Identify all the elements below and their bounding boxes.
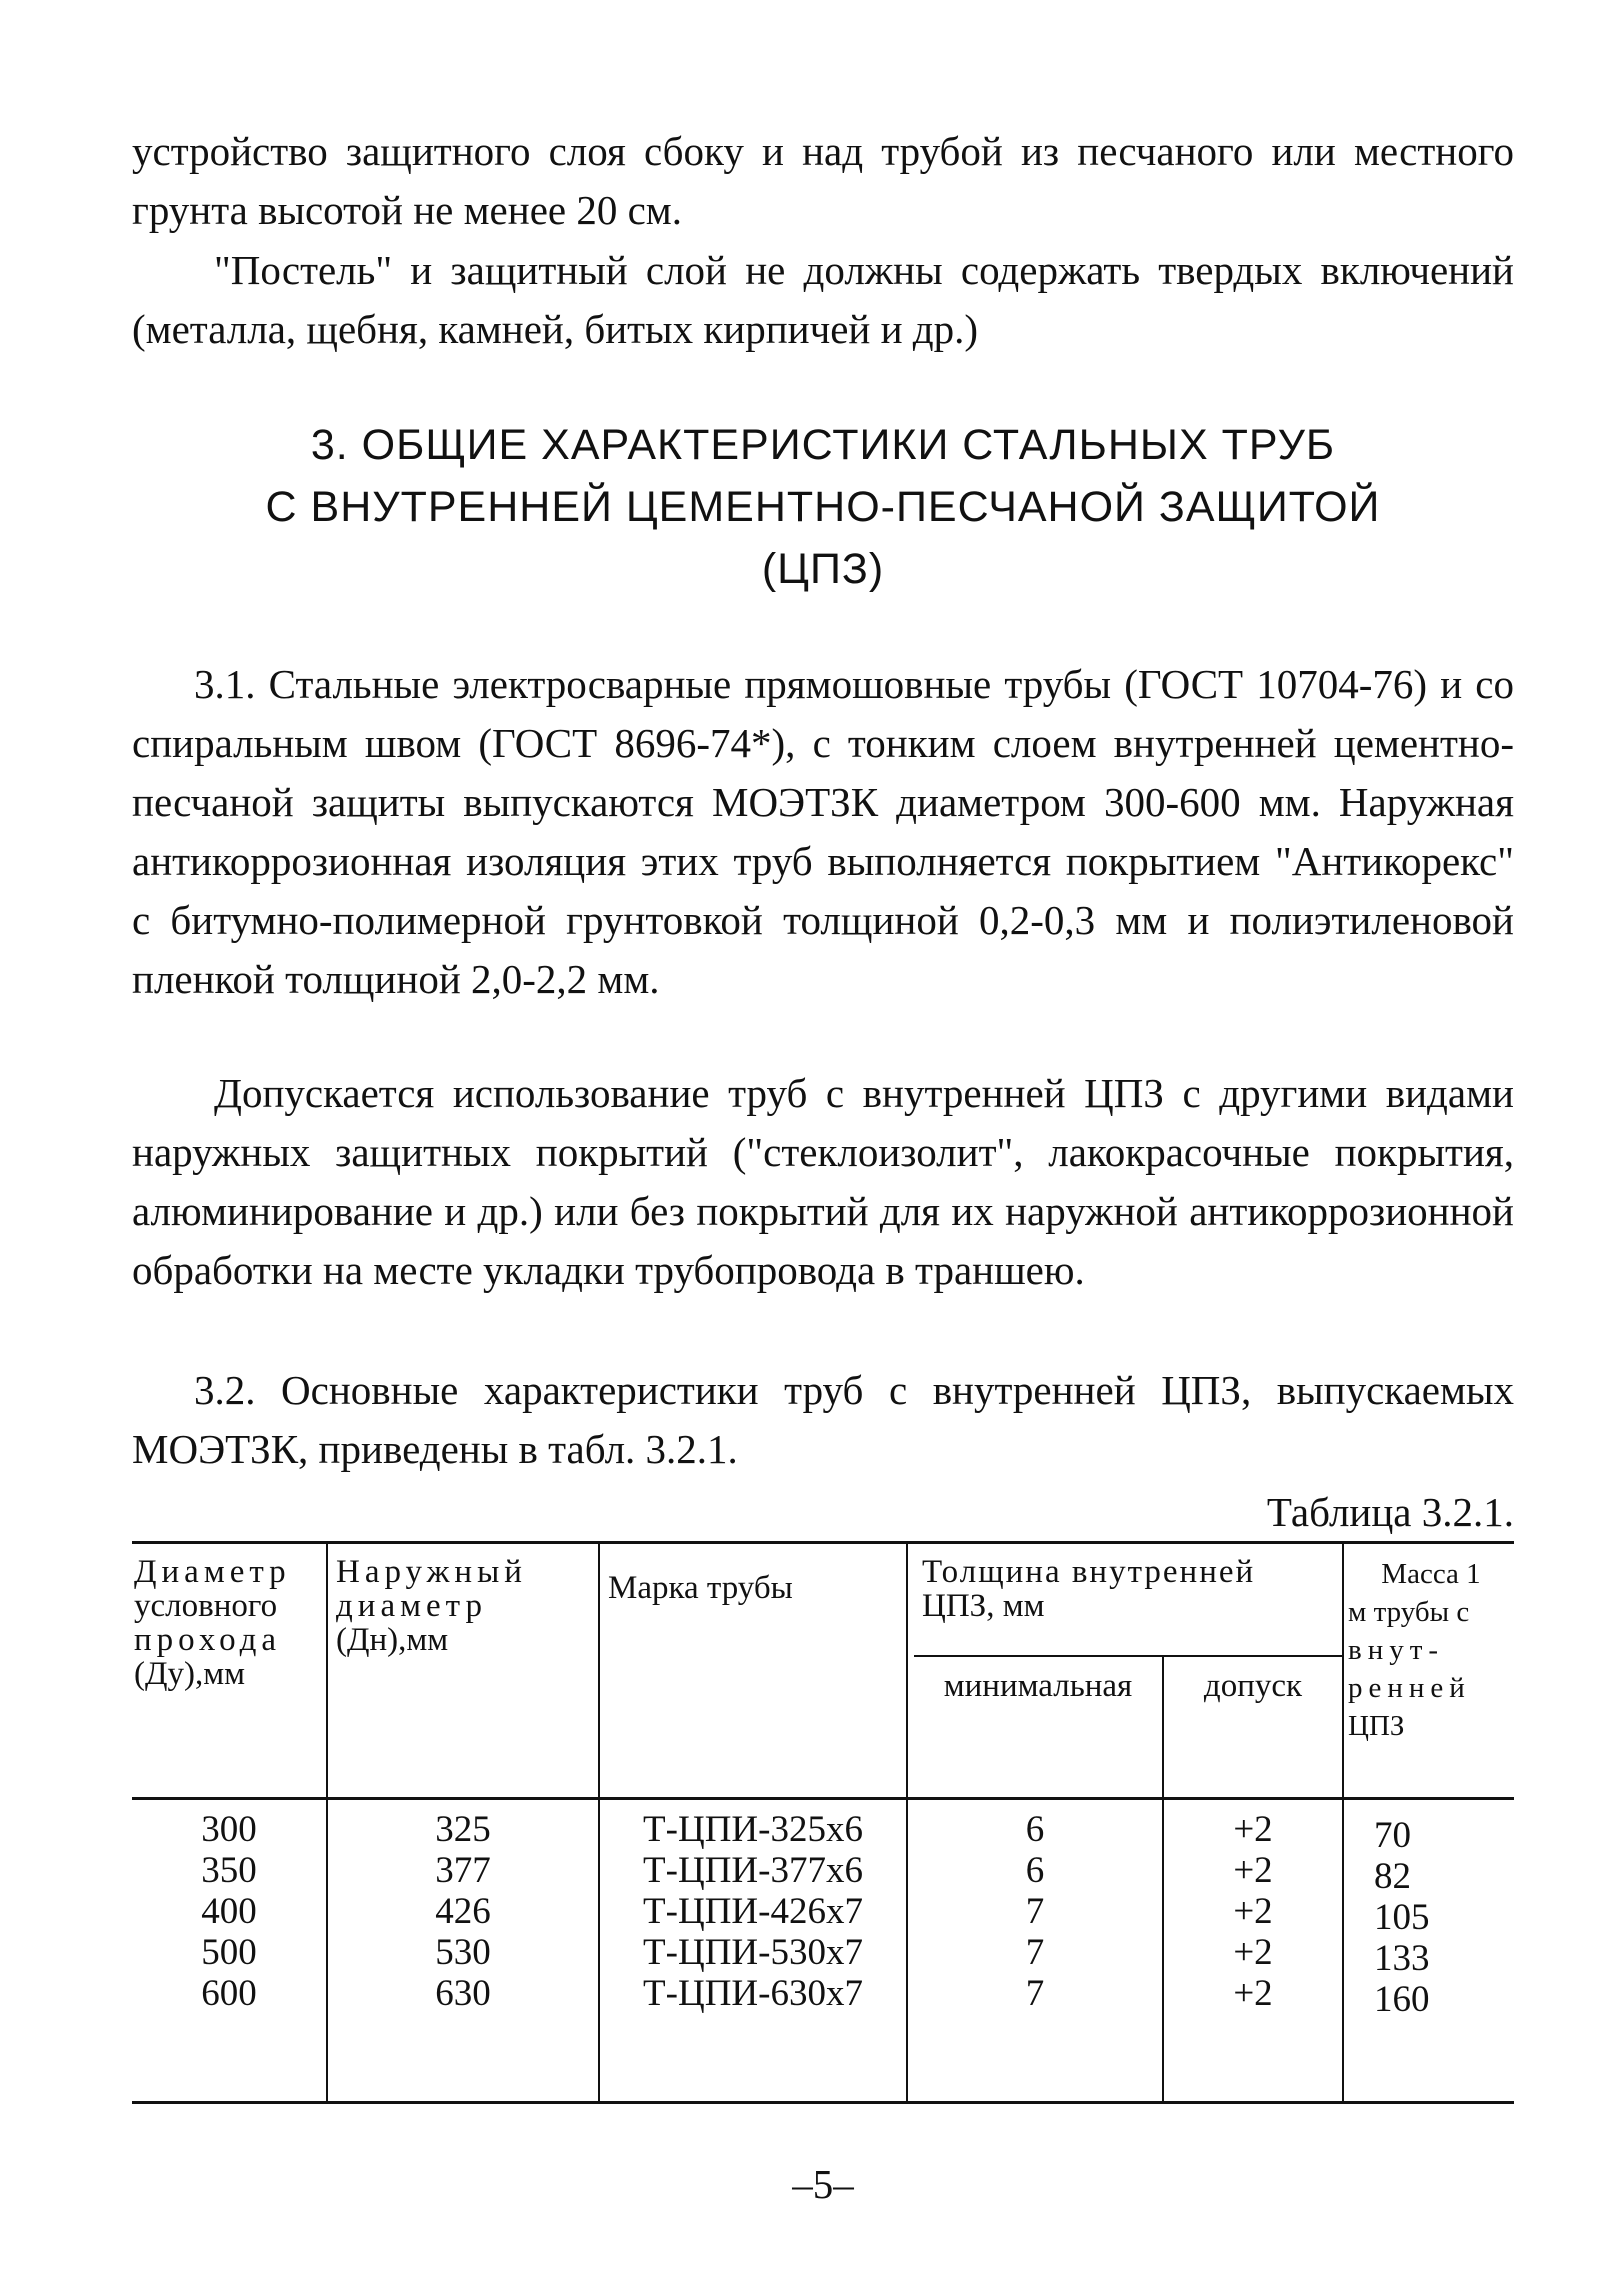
table-cell: 377 xyxy=(435,1850,491,1891)
table-cell: 7 xyxy=(1025,1891,1045,1932)
table-header-rule xyxy=(132,1797,1514,1800)
paragraph-3-1: 3.1. Стальные электросварные прямошовные трубы (ГОСТ 10704-76) и со спиральным швом (ГОСТ 8696-74*), с тонким слоем внутренней цементно-песчаной защиты выпускаются МОЭТЗК диаметром 300-600 мм. Наружная антикоррозионная изоляция этих труб выполняется покрытием "Антикорекс" с битумно-полимерной грунтовкой толщиной 0,2-0,3 мм и полиэтиленовой пленкой толщиной 2,0-2,2 мм. xyxy=(132,661,1514,1002)
column-tolerance xyxy=(1164,1809,1342,2014)
table-cell: 82 xyxy=(1374,1856,1411,1897)
section-heading-line-1: 3. ОБЩИЕ ХАРАКТЕРИСТИКИ СТАЛЬНЫХ ТРУБ xyxy=(310,421,1336,469)
thickness-subheader-rule xyxy=(914,1655,1342,1657)
table-cell: 7 xyxy=(1025,1932,1045,1973)
table-bottom-rule xyxy=(132,2101,1514,2104)
section-heading-line-2: С ВНУТРЕННЕЙ ЦЕМЕНТНО-ПЕСЧАНОЙ ЗАЩИТОЙ xyxy=(265,483,1381,531)
table-cell: +2 xyxy=(1233,1932,1273,1973)
table-cell: 500 xyxy=(201,1932,257,1973)
pipe-characteristics-table xyxy=(132,1541,1514,2104)
column-outer-diameter xyxy=(328,1809,598,2014)
paragraph-bedding: "Постель" и защитный слой не должны содержать твердых включений (металла, щебня, камней, битых кирпичей и др.) xyxy=(132,247,1514,352)
column-pipe-grade xyxy=(600,1809,906,2014)
table-cell: +2 xyxy=(1233,1891,1273,1932)
table-cell: 105 xyxy=(1374,1897,1430,1938)
paragraph-protective-layer: устройство защитного слоя сбоку и над трубой из песчаного или местного грунта высотой не менее 20 см. xyxy=(132,128,1514,233)
column-mass xyxy=(1344,1815,1514,2020)
table-cell: 325 xyxy=(435,1809,491,1850)
page-number: –5– xyxy=(792,2161,854,2207)
section-heading xyxy=(132,414,1514,600)
table-cell: 600 xyxy=(201,1973,257,2014)
header-mass: Масса 1 м трубы с внут- ренней ЦПЗ xyxy=(1348,1558,1481,1742)
table-cell: +2 xyxy=(1233,1973,1273,2014)
table-caption: Таблица 3.2.1. xyxy=(1266,1489,1514,1535)
header-tolerance: допуск xyxy=(1203,1668,1303,1704)
column-nominal-diameter xyxy=(132,1809,326,2014)
section-heading-line-3: (ЦПЗ) xyxy=(761,545,885,593)
table-cell: 6 xyxy=(1025,1809,1045,1850)
header-outer-diameter: Наружный диаметр (Дн),мм xyxy=(336,1554,527,1658)
header-minimum: минимальная xyxy=(943,1668,1133,1704)
table-cell: Т-ЦПИ-630х7 xyxy=(643,1973,863,2014)
table-cell: +2 xyxy=(1233,1850,1273,1891)
table-top-rule xyxy=(132,1541,1514,1544)
table-cell: Т-ЦПИ-530х7 xyxy=(643,1932,863,1973)
column-min-thickness xyxy=(908,1809,1162,2014)
table-cell: 133 xyxy=(1374,1938,1430,1979)
table-cell: Т-ЦПИ-377х6 xyxy=(643,1850,863,1891)
table-cell: +2 xyxy=(1233,1809,1273,1850)
table-cell: Т-ЦПИ-426х7 xyxy=(643,1891,863,1932)
table-cell: 530 xyxy=(435,1932,491,1973)
table-cell: 6 xyxy=(1025,1850,1045,1891)
table-cell: 426 xyxy=(435,1891,491,1932)
paragraph-3-2: 3.2. Основные характеристики труб с внутренней ЦПЗ, выпускаемых МОЭТЗК, приведены в табл. 3.2.1. xyxy=(132,1367,1514,1472)
table-cell: 300 xyxy=(201,1809,257,1850)
table-cell: 70 xyxy=(1374,1815,1411,1856)
table-cell: 400 xyxy=(201,1891,257,1932)
table-cell: Т-ЦПИ-325х6 xyxy=(643,1809,863,1850)
table-cell: 350 xyxy=(201,1850,257,1891)
table-cell: 630 xyxy=(435,1973,491,2014)
table-cell: 160 xyxy=(1374,1979,1430,2020)
paragraph-allowed-coatings: Допускается использование труб с внутренней ЦПЗ с другими видами наружных защитных покрытий ("стеклоизолит", лакокрасочные покрытия, алюминирование и др.) или без покрытий для их наружной антикоррозионной обработки на месте укладки трубопровода в траншею. xyxy=(132,1070,1514,1293)
header-diameter-nominal: Диаметр условного прохода (Ду),мм xyxy=(134,1554,291,1692)
header-inner-thickness: Толщина внутренней ЦПЗ, мм xyxy=(922,1554,1256,1624)
header-pipe-grade: Марка трубы xyxy=(608,1570,793,1606)
table-cell: 7 xyxy=(1025,1973,1045,2014)
